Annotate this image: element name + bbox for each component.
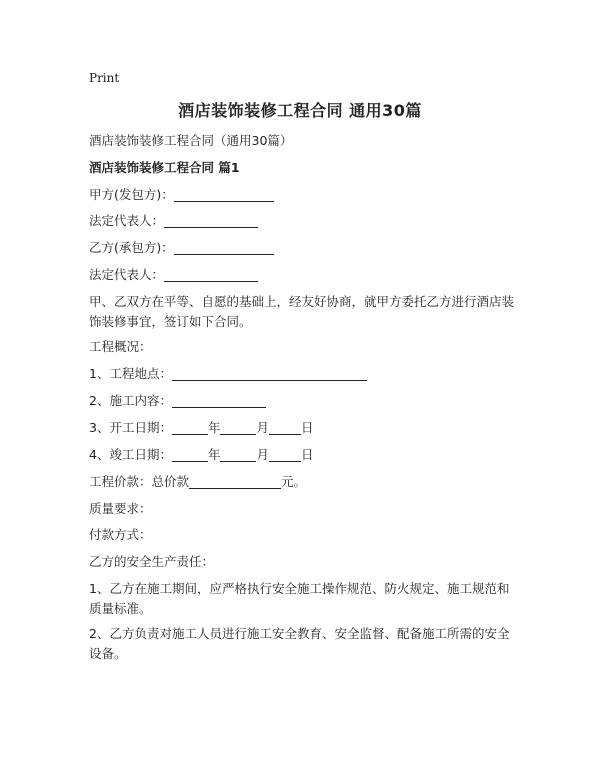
party-a-label: 甲方(发包方)：: [89, 187, 174, 202]
overview-heading: 工程概况：: [89, 339, 152, 354]
item-4-label: 4、竣工日期：: [89, 447, 172, 462]
legal-rep-b-label: 法定代表人：: [89, 267, 165, 282]
item-1-line: [89, 364, 367, 384]
item-3-line: [89, 418, 314, 438]
party-b-line: [89, 238, 274, 258]
item-3-day-blank: [269, 420, 301, 435]
party-b-label: 乙方(承包方)：: [89, 240, 174, 255]
legal-rep-a-label: 法定代表人：: [89, 213, 165, 228]
intro-paragraph: 甲、乙双方在平等、自愿的基础上，经友好协商，就甲方委托乙方进行酒店装饰装修事宜，签订如下合同。: [89, 294, 515, 329]
legal-rep-b-blank: [164, 267, 258, 282]
price-blank: [189, 474, 281, 489]
section-heading: 酒店装饰装修工程合同 篇1: [89, 160, 240, 175]
item-1-blank: [172, 366, 367, 381]
item-3-year-blank: [172, 420, 208, 435]
item-4-day: 日: [301, 447, 314, 462]
price-line: [89, 472, 306, 492]
quality-line: 质量要求：: [89, 501, 152, 516]
item-3-day: 日: [301, 420, 314, 435]
safety-heading: 乙方的安全生产责任：: [89, 554, 215, 569]
price-label: 工程价款：总价款: [89, 474, 190, 489]
item-3-year: 年: [207, 420, 221, 435]
document-subtitle: 酒店装饰装修工程合同（通用30篇）: [89, 133, 293, 148]
price-unit: 元。: [281, 474, 307, 489]
item-4-month-blank: [220, 447, 256, 462]
party-a-line: [89, 185, 274, 205]
safety-clause-2: 2、乙方负责对施工人员进行施工安全教育、安全监督、配备施工所需的安全设备。: [89, 626, 510, 661]
print-link[interactable]: Print: [89, 71, 120, 85]
item-3-label: 3、开工日期：: [89, 420, 172, 435]
item-2-blank: [172, 393, 266, 408]
party-b-blank: [174, 240, 274, 255]
item-1-label: 1、工程地点：: [89, 366, 172, 381]
page-title: 酒店装饰装修工程合同 通用30篇: [178, 101, 422, 120]
safety-clause-1: 1、乙方在施工期间，应严格执行安全施工操作规范、防火规定、施工规范和质量标准。: [89, 581, 510, 616]
item-4-day-blank: [269, 447, 301, 462]
item-3-month-blank: [220, 420, 256, 435]
item-4-line: [89, 445, 314, 465]
legal-rep-a-blank: [164, 213, 258, 228]
item-2-label: 2、施工内容：: [89, 393, 172, 408]
party-a-blank: [174, 187, 274, 202]
payment-line: 付款方式：: [89, 527, 152, 542]
legal-rep-a-line: [89, 211, 258, 231]
item-4-month: 月: [256, 447, 269, 462]
item-2-line: [89, 391, 266, 411]
item-4-year-blank: [172, 447, 208, 462]
item-3-month: 月: [256, 420, 269, 435]
legal-rep-b-line: [89, 265, 258, 285]
item-4-year: 年: [207, 447, 221, 462]
